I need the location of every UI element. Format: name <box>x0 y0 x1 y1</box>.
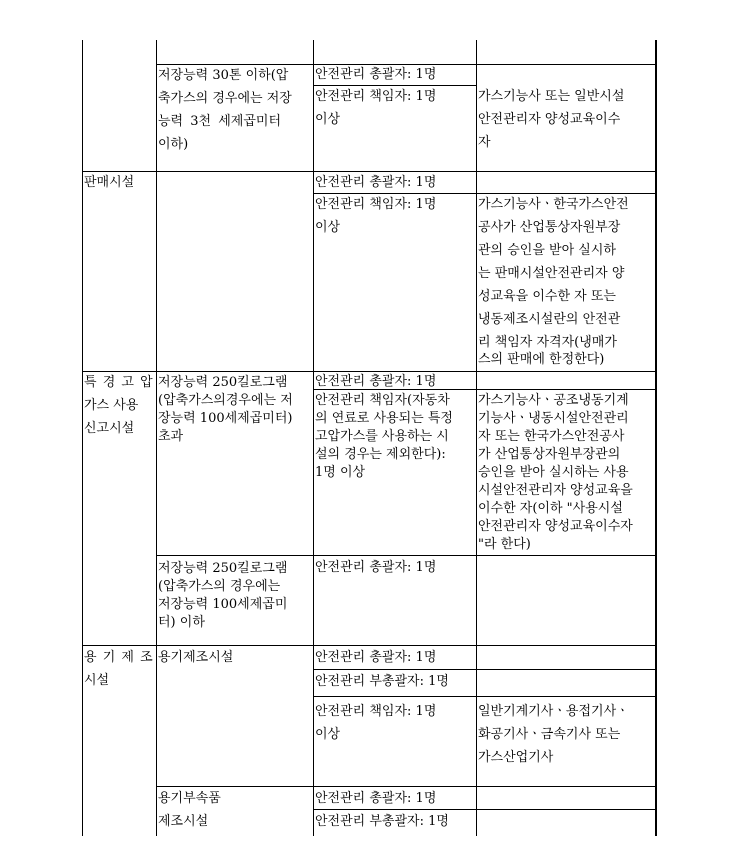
qualification: 가스기능사ㆍ공조냉동기계 <box>478 393 629 408</box>
manager-responsible: 안전관리 책임자: 1명 <box>315 89 437 104</box>
capacity-accessory-mfg: 용기부속품 <box>158 791 221 806</box>
manager-supervisor: 안전관리 총괄자: 1명 <box>315 175 437 190</box>
manager-responsible: 이상 <box>315 727 341 742</box>
qualification: 공사가 산업통상자원부장 <box>478 220 621 235</box>
manager-deputy: 안전관리 부총괄자: 1명 <box>315 814 449 829</box>
manager-responsible: 이상 <box>315 220 341 235</box>
capacity-storage-30t: 능력 3천 세제곱미터 <box>158 114 281 129</box>
capacity-storage-250kg-over: 초과 <box>158 429 184 444</box>
manager-responsible: 의 연료로 사용되는 특정 <box>315 411 453 426</box>
manager-responsible: 설의 경우는 제외한다): <box>315 447 446 462</box>
manager-responsible: 안전관리 책임자: 1명 <box>315 704 437 719</box>
row-line <box>313 696 656 697</box>
manager-responsible: 안전관리 책임자: 1명 <box>315 197 437 212</box>
qualification: 리 책임자 자격자(냉매가 <box>478 335 617 350</box>
qualification: 스의 판매에 한정한다) <box>478 352 605 367</box>
qualification: 성교육을 이수한 자 또는 <box>478 289 616 304</box>
category-special-high-pressure: 특 경 고 압 <box>84 375 154 390</box>
manager-supervisor: 안전관리 총괄자: 1명 <box>315 560 437 575</box>
capacity-storage-30t: 축가스의 경우에는 저장 <box>158 91 292 106</box>
capacity-storage-250kg-under: 저장능력 100세제곱미 <box>158 597 288 612</box>
qualification: "라 한다) <box>478 537 531 552</box>
capacity-storage-30t: 저장능력 30톤 이하(압 <box>158 68 289 83</box>
manager-supervisor: 안전관리 총괄자: 1명 <box>315 791 437 806</box>
qualification: 일반기계기사ㆍ용접기사ㆍ <box>478 704 629 719</box>
qualification: 가스산업기사 <box>478 750 554 765</box>
category-special-high-pressure: 신고시설 <box>84 421 135 436</box>
category-container-mfg: 용 기 제 조 <box>84 650 154 665</box>
category-container-mfg: 시설 <box>84 673 110 688</box>
capacity-storage-250kg-under: 저장능력 250킬로그램 <box>158 561 288 576</box>
category-sales: 판매시설 <box>84 175 135 190</box>
qualification: 가스기능사ㆍ한국가스안전 <box>478 197 629 212</box>
qualification: 기능사ㆍ냉동시설안전관리 <box>478 411 629 426</box>
qualification: 이수한 자(이하 "사용시설 <box>478 501 623 516</box>
qualification: 가 산업통상자원부장관의 <box>478 447 621 462</box>
qualification: 안전관리자 양성교육이수 <box>478 112 621 127</box>
capacity-storage-250kg-under: 터) 이하 <box>158 615 205 630</box>
column-divider-2 <box>313 40 314 836</box>
capacity-storage-30t: 이하) <box>158 137 189 152</box>
qualification: 시설안전관리자 양성교육을 <box>478 483 633 498</box>
qualification: 자 <box>478 135 491 150</box>
qualification: 냉동제조시설란의 안전관 <box>478 312 621 327</box>
manager-responsible: 1명 이상 <box>315 465 366 480</box>
table-border-left <box>82 40 83 836</box>
qualification: 가스기능사 또는 일반시설 <box>478 89 625 104</box>
manager-supervisor: 안전관리 총괄자: 1명 <box>315 650 437 665</box>
qualification: 승인을 받아 실시하는 사용 <box>478 465 629 480</box>
manager-supervisor: 안전관리 총괄자: 1명 <box>315 374 437 389</box>
manager-supervisor: 안전관리 총괄자: 1명 <box>315 67 437 82</box>
capacity-container-mfg: 용기제조시설 <box>158 650 234 665</box>
table-border-right <box>655 40 657 836</box>
qualification: 관의 승인을 받아 실시하 <box>478 243 616 258</box>
manager-responsible: 고압가스를 사용하는 시 <box>315 429 449 444</box>
category-special-high-pressure: 가스 사용 <box>84 398 139 413</box>
capacity-accessory-mfg: 제조시설 <box>158 814 209 829</box>
manager-deputy: 안전관리 부총괄자: 1명 <box>315 674 449 689</box>
manager-responsible: 안전관리 책임자(자동차 <box>315 393 450 408</box>
capacity-storage-250kg-under: (압축가스의 경우에는 <box>158 579 281 594</box>
column-divider-3 <box>476 40 477 836</box>
manager-responsible: 이상 <box>315 112 341 127</box>
qualification: 화공기사ㆍ금속기사 또는 <box>478 727 621 742</box>
capacity-storage-250kg-over: 장능력 100세제곱미터) <box>158 411 293 426</box>
qualification: 안전관리자 양성교육이수자 <box>478 519 633 534</box>
qualification: 는 판매시설안전관리자 양 <box>478 266 625 281</box>
capacity-storage-250kg-over: (압축가스의경우에는 저 <box>158 393 293 408</box>
column-divider-1 <box>156 40 157 836</box>
qualification: 자 또는 한국가스안전공사 <box>478 429 625 444</box>
capacity-storage-250kg-over: 저장능력 250킬로그램 <box>158 375 288 390</box>
